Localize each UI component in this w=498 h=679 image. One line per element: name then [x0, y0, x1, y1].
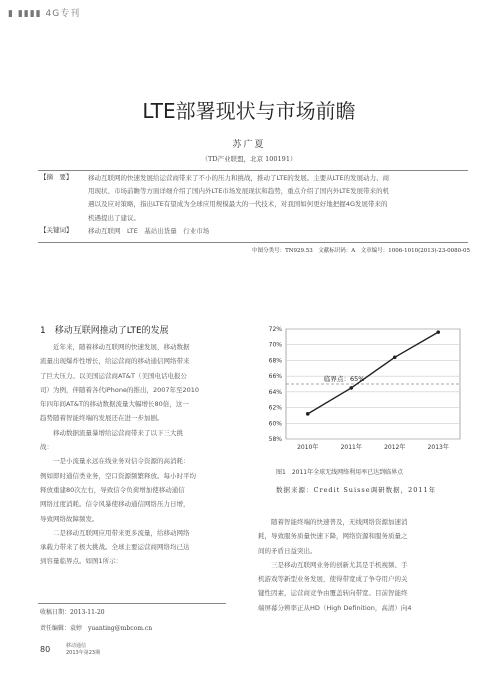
body-line: 司）为例，伴随着各代iPhone的推出，2007年至2010: [40, 385, 200, 394]
chart-y-tick-label: 72%: [268, 326, 282, 333]
barcode-mark: ▮ ▮▮▮▮: [8, 9, 46, 19]
journal-issue: 2013年第23期: [66, 650, 101, 656]
chart-y-tick-label: 60%: [268, 420, 282, 428]
body-line: 趋势随着智能终端的发展还在进一步加剧。: [40, 414, 164, 423]
abstract-label: 【摘 要】: [40, 173, 73, 181]
chart-x-tick-label: 2010年: [297, 444, 319, 451]
chart-annotation-label: 临界点：65%: [324, 375, 365, 383]
abstract-line: 遇以及应对策略，指出LTE有望成为全球应用规模最大的一代技术，对我国如何更好地把握4G发展带来的: [88, 200, 388, 209]
chart-data-point: [306, 412, 310, 416]
figure-caption: 图1 2011年全球无线网络利用率已达到临界点: [276, 469, 404, 476]
chart-x-tick-label: 2013年: [427, 444, 449, 451]
body-line: 间的矛盾日益突出。: [258, 546, 317, 555]
keywords-text: 移动互联网 LTE 基站出货量 行业市场: [88, 227, 210, 235]
body-line: 导致网络故障频发。: [40, 514, 99, 523]
journal-info: [66, 643, 100, 657]
section-heading: 1 移动互联网推动了LTE的发展: [40, 326, 169, 336]
chart-data-point: [349, 386, 353, 390]
body-line: 端屏幕分辨率正从HD（High Definition，高清）向4: [258, 603, 412, 612]
abstract-text: [88, 172, 468, 225]
body-line: 机游戏等新型业务发展，使得带宽成了争夺用户的关: [258, 575, 408, 584]
page-number: 80: [40, 645, 51, 654]
body-line: 例如即时通信类业务，空口资源频繁释放。每小时平均: [40, 471, 196, 480]
received-date: 收稿日期：2013-11-20: [40, 609, 105, 616]
chart-y-tick-label: 66%: [268, 373, 282, 381]
chart-y-tick-label: 62%: [268, 404, 282, 412]
divider-top: [38, 170, 468, 171]
classification-line: 中图分类号：TN929.53 文献标识码：A 文章编号：1006-1010(2013)-23-0080-05: [252, 248, 470, 254]
body-line: 三是移动互联网业务的创新尤其是手机视频、手: [271, 560, 408, 569]
chart-y-tick-label: 58%: [268, 436, 282, 443]
body-line: 耗，导致服务质量快速下降，网络资源和服务质量之: [258, 532, 408, 541]
chart-y-tick-label: 70%: [268, 341, 282, 349]
chart-x-tick-label: 2012年: [384, 444, 406, 451]
author-name: 苏广夏: [232, 140, 266, 150]
author-affiliation: （TD产业联盟，北京 100191）: [201, 155, 297, 163]
chart-data-point: [393, 355, 397, 359]
body-line: 承载力带来了极大挑战。全球主要运营商网络均已达: [40, 543, 190, 552]
body-line: 战：: [40, 443, 53, 452]
journal-name: 移动通信: [66, 643, 87, 649]
abstract-line: 用现状、市场前瞻等方面详细介绍了国内外LTE市场发展现状和趋势，重点介绍了国内外LTE发展带来的机: [88, 187, 390, 196]
body-line: 年四年间AT&T的移动数据流量大幅增长80倍，这一: [40, 400, 189, 409]
body-line: 二是移动互联网应用带来更多流量，给移动网络: [53, 528, 190, 537]
left-column-body: [40, 340, 228, 569]
body-line: 网络过度消耗。信令风暴使移动通信网络压力日增，: [40, 500, 190, 509]
body-line: 释放重建80次左右，导致信令负荷增加使移动通信: [40, 485, 185, 494]
body-line: 随着智能终端的快速普及，无线网络资源加速消: [271, 518, 408, 526]
body-line: 了巨大压力。以美国运营商AT&T（美国电话电报公: [40, 371, 187, 380]
header-strip-label: 4G专刊: [45, 9, 81, 19]
figure-source: 数据来源：Credit Suisse调研数据，2011年: [276, 486, 437, 494]
divider-footnote: [38, 603, 226, 604]
body-line: 流量出现爆炸性增长，给运营商的移动通信网络带来: [40, 357, 190, 366]
chart-data-point: [436, 330, 440, 334]
body-line: 一是小流量永远在线业务对信令资源的高消耗：: [53, 457, 190, 466]
article-title: LTE部署现状与市场前瞻: [142, 99, 356, 123]
chart-y-tick-label: 68%: [268, 357, 282, 365]
abstract-line: 机遇提出了建议。: [88, 213, 140, 222]
body-line: 近年来，随着移动互联网的快速发展，移动数据: [53, 343, 190, 351]
header-strip: [8, 6, 80, 19]
abstract-line: 移动互联网的快速发展给运营商带来了不小的压力和挑战，推动了LTE的发展。主要从LTE的发展动力、商: [88, 174, 390, 182]
right-column-body: [258, 515, 470, 615]
body-line: 移动数据流量暴增给运营商带来了以下三大挑: [53, 428, 183, 437]
body-line: 到容量临界点。如图1所示：: [40, 557, 123, 566]
chart-x-tick-label: 2011年: [340, 444, 362, 451]
chart-series-line: [308, 332, 439, 414]
keywords-label: 【关键词】: [40, 226, 73, 234]
divider-keywords: [38, 242, 468, 243]
utilization-chart: [256, 323, 470, 455]
responsible-editor: 责任编辑：袁婷 yuanting@mbcom.cn: [40, 625, 153, 632]
body-line: 键性因素，运营商竞争由覆盖转向带宽。目前智能终: [258, 589, 408, 598]
chart-y-tick-label: 64%: [268, 388, 282, 396]
